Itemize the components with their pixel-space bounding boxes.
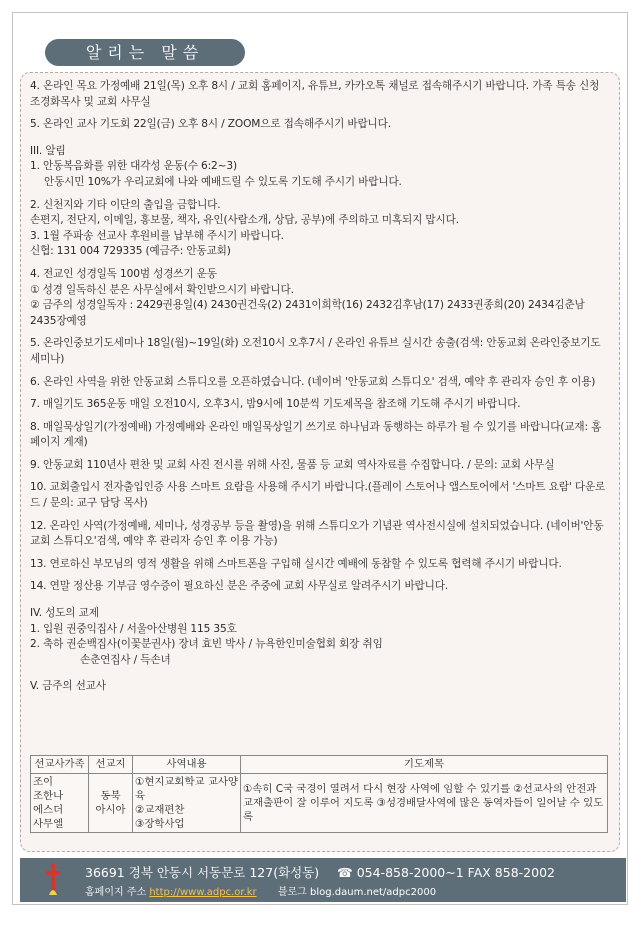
homepage-link[interactable]: http://www.adpc.or.kr xyxy=(149,887,257,898)
notice-detail: 신협: 131 004 729335 (예금주: 안동교회) xyxy=(30,245,231,258)
column-header: 선교지 xyxy=(89,756,133,774)
fellowship-item: 2. 축하 권순백집사(이꽃분권사) 장녀 효빈 박사 / 뉴욕한인미술협회 회장 취임 xyxy=(30,638,383,651)
blog-link[interactable]: 블로그 blog.daum.net/adpc2000 xyxy=(277,887,437,898)
family-member: 사무엘 xyxy=(33,818,64,830)
ministry-cell xyxy=(133,774,241,833)
section-heading: V. 금주의 선교사 xyxy=(30,680,106,693)
table-header-row xyxy=(31,756,608,774)
section-heading: III. 알림 xyxy=(30,144,66,157)
notice-item: 7. 매일기도 365운동 매일 오전10시, 오후3시, 밤9시에 10분씩 기도제목을 참조해 기도해 주시기 바랍니다. xyxy=(30,398,521,411)
notice-detail: ① 성경 일독하신 분은 사무실에서 확인받으시기 바랍니다. xyxy=(30,283,294,296)
notice-item: 6. 온라인 사역을 위한 안동교회 스튜디오를 오픈하였습니다. (네이버 '안동교회 스튜디오' 검색, 예약 후 관리자 승인 후 이용) xyxy=(30,375,596,388)
notice-item: 13. 연로하신 부모님의 영적 생활을 위해 스마트폰을 구입해 실시간 예배에 동참할 수 있도록 협력해 주시기 바랍니다. xyxy=(30,557,562,570)
notice-item: 4. 전교인 성경일독 100범 성경쓰기 운동 xyxy=(30,267,217,280)
address-text: 36691 경북 안동시 서동문로 127(화성동) xyxy=(85,865,320,880)
footer-contact-line xyxy=(85,863,555,881)
notice-item: 5. 온라인중보기도세미나 18일(월)~19일(화) 오전10시 오후7시 / 온라인 유튜브 실시간 송출(검색: 안동교회 온라인중보기도세미나) xyxy=(30,337,601,365)
prayer-cell: ①속히 C국 국경이 열려서 다시 현장 사역에 임할 수 있기를 ②선교사의 안전과 교재출판이 잘 이루어 지도록 ③성경배달사역에 많은 동역자들이 일어날 수 있도록 xyxy=(241,774,608,833)
missionary-table xyxy=(30,755,608,833)
notice-detail: 안동시민 10%가 우리교회에 나와 예배드릴 수 있도록 기도해 주시기 바랍니다. xyxy=(44,175,402,188)
ministry-item: ①현지교회학교 교사양육 xyxy=(135,776,238,802)
notice-item: 10. 교회출입시 전자출입인증 사용 스마트 요람을 사용해 주시기 바랍니다.(플레이 스토어나 앱스토어에서 '스마트 요람' 다운로드 / 문의: 교구 담당 목사) xyxy=(30,481,606,510)
footer-web-line xyxy=(85,883,436,898)
notice-item: 5. 온라인 교사 기도회 22일(금) 오후 8시 / ZOOM으로 접속해주시기 바랍니다. xyxy=(30,118,391,131)
church-cross-logo-icon xyxy=(46,861,60,897)
family-member: 조이 xyxy=(33,776,54,788)
mission-field: 아시아 xyxy=(95,804,126,816)
family-member: 조한나 xyxy=(33,790,64,802)
notice-item: 2. 신천지와 기타 이단의 출입을 금합니다. xyxy=(30,198,221,211)
fellowship-item: 1. 입원 권중익집사 / 서울아산병원 115 35호 xyxy=(30,622,237,635)
section-heading: IV. 성도의 교제 xyxy=(30,607,99,620)
notice-item: 1. 안동복음화를 위한 대각성 운동(수 6:2~3) xyxy=(30,160,237,173)
column-header: 사역내용 xyxy=(133,756,241,774)
mission-field-cell xyxy=(89,774,133,833)
notice-item: 3. 1월 주파송 선교사 후원비를 납부해 주시기 바랍니다. xyxy=(30,229,284,242)
notice-detail: 손편지, 전단지, 이메일, 홍보물, 책자, 유인(사람소개, 상담, 공부)에 주의하고 미혹되지 맙시다. xyxy=(30,214,459,227)
ministry-item: ②교재편찬 xyxy=(135,804,185,816)
column-header: 기도제목 xyxy=(241,756,608,774)
footer-bar xyxy=(20,858,626,902)
notice-item: 14. 연말 정산용 기부금 영수증이 필요하신 분은 주중에 교회 사무실로 알려주시기 바랍니다. xyxy=(30,580,449,593)
announcement-content xyxy=(30,79,608,695)
table-row xyxy=(31,774,608,833)
notice-item: 12. 온라인 사역(가정예배, 세미나, 성경공부 등을 촬영)을 위해 스튜디오가 기념관 역사전시실에 설치되었습니다. (네이버'안동교회 스튜디오'검색, 예약 후 관리자 승인 후 이용 가능) xyxy=(30,519,604,548)
homepage-label: 홈페이지 주소 xyxy=(85,887,147,898)
fellowship-item: 손춘연집사 / 득손녀 xyxy=(80,653,171,666)
page-title: 알리는 말씀 xyxy=(45,39,245,66)
notice-item: 9. 안동교회 110년사 편찬 및 교회 사진 전시를 위해 사진, 물품 등 교회 역사자료를 수집합니다. / 문의: 교회 사무실 xyxy=(30,458,555,471)
notice-item: 4. 온라인 목요 가정예배 21일(목) 오후 8시 / 교회 홈페이지, 유튜브, 카카오톡 채널로 접속해주시기 바랍니다. 가족 특송 신청 조경화목사 및 교회 사무실 xyxy=(30,80,600,108)
mission-field: 동북 xyxy=(100,790,121,802)
notice-detail: ② 금주의 성경일독자 : 2429권용일(4) 2430권건욱(2) 2431이희학(16) 2432김후남(17) 2433권종희(20) 2434김춘남 2435장예영 xyxy=(30,299,585,327)
column-header: 선교사가족 xyxy=(31,756,89,774)
ministry-item: ③장학사업 xyxy=(135,818,185,830)
missionary-family-cell xyxy=(31,774,89,833)
family-member: 에스더 xyxy=(33,804,64,816)
phone-text: ☎ 054-858-2000~1 FAX 858-2002 xyxy=(337,865,555,880)
notice-item: 8. 매일묵상일기(가정예배) 가정예배와 온라인 매일묵상일기 쓰기로 하나님과 동행하는 하루가 될 수 있기를 바랍니다(교재: 홈페이지 게재) xyxy=(30,420,602,449)
